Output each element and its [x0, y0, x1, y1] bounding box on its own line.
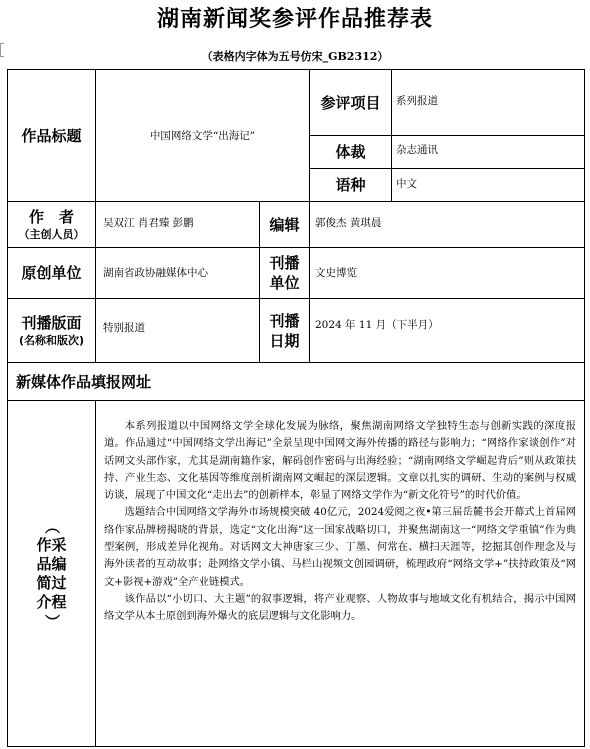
intro-label-char: 作采: [36, 535, 67, 554]
editor-value: 郭俊杰 黄琪晨: [315, 216, 382, 229]
editor-label: 编辑: [269, 215, 300, 234]
language-value: 中文: [396, 177, 417, 190]
publish-section-label: [8, 299, 95, 362]
publish-section-label-main: 刊播版面: [21, 313, 82, 332]
publish-date-value: 2024 年 11 月（下半月）: [315, 318, 439, 331]
publish-date-label-line2: 日期: [269, 331, 300, 350]
author-label-main: 作 者: [28, 207, 74, 226]
original-unit-value: 湖南省政协融媒体中心: [103, 266, 208, 279]
genre-label: 体裁: [335, 143, 366, 161]
col-divider: [95, 400, 96, 747]
margin-marker: [0, 43, 4, 57]
author-value: 吴双江 肖君臻 彭鹏: [103, 216, 194, 229]
original-unit-label: 原创单位: [21, 264, 82, 282]
language-label: 语种: [335, 176, 366, 194]
genre-value: 杂志通讯: [396, 143, 438, 156]
publish-date-label: [260, 299, 309, 362]
intro-label-char: 介程: [36, 592, 67, 611]
intro-paragraph: 选题结合中国网络文学海外市场规模突破 40亿元，2024爱阅之夜•第三届岳麓书会开幕式上首届网络作家品牌榜揭晓的背景，选定“文化出海”这一国家战略切口，并聚焦湖南这一“网络文学重镇”作为典型案例，形成差异化视角。对话网文大神唐家三少、丁墨、何常在、横扫天涯等，挖掘其创作理念及与海外读者的互动故事；赴网络文学小镇、马栏山视频文创园调研，梳理政府“网络文学+”扶持政策及“网文+影视+游戏”全产业链模式。: [104, 506, 576, 588]
publish-section-label-sub: (名称和版次): [18, 333, 85, 347]
publish-unit-value: 文史博览: [315, 266, 357, 279]
publish-unit-label-line1: 刊播: [269, 254, 300, 272]
intro-label: [8, 401, 95, 746]
intro-label-char: ）: [42, 613, 61, 629]
work-title-label: 作品标题: [21, 126, 82, 145]
author-label-sub: （主创人员）: [18, 227, 85, 241]
publish-section-value: 特别报道: [103, 321, 145, 334]
intro-body: [104, 418, 576, 626]
category-value: 系列报道: [396, 94, 438, 107]
table-border-right: [584, 69, 585, 747]
category-label: 参评项目: [320, 93, 381, 112]
intro-paragraph: 本系列报道以中国网络文学全球化发展为脉络，聚焦湖南网络文学独特生态与创新实践的深度报道。作品通过“中国网络文学出海记”全景呈现中国网文海外传播的路径与影响力；“网络作家谈创作”对话网文头部作家，尤其是湖南籍作家，解码创作密码与出海经验；“湖南网络文学崛起背后”则从政策扶持、产业生态、文化基因等维度剖析湖南网文崛起的深层逻辑。文章以扎实的调研、生动的案例与权威访谈，展现了中国文化“走出去”的创新样本，彰显了网络文学作为“新文化符号”的时代价值。: [104, 420, 576, 502]
page-title: 湖南新闻奖参评作品推荐表: [156, 6, 433, 32]
author-label: [8, 202, 95, 247]
intro-label-char: （: [42, 518, 61, 534]
col-divider: [309, 201, 310, 363]
intro-label-char: 品编: [36, 554, 67, 573]
publish-date-label-line1: 刊播: [269, 311, 300, 330]
new-media-url-label: 新媒体作品填报网址: [16, 372, 152, 391]
table-border-bottom: [7, 746, 585, 747]
publish-unit-label-line2: 单位: [269, 274, 300, 292]
col-divider: [391, 69, 392, 201]
intro-paragraph: 该作品以“小切口、大主题”的叙事逻辑，将产业观察、人物故事与地域文化有机结合，揭示中国网络文学从本土原创到海外爆火的底层逻辑与文化影响力。: [104, 592, 576, 623]
font-note: （表格内字体为五号仿宋_GB2312）: [201, 50, 389, 63]
publish-unit-label: [260, 248, 309, 298]
intro-label-char: 简过: [36, 573, 67, 592]
work-title-value: 中国网络文学“出海记”: [149, 130, 256, 142]
